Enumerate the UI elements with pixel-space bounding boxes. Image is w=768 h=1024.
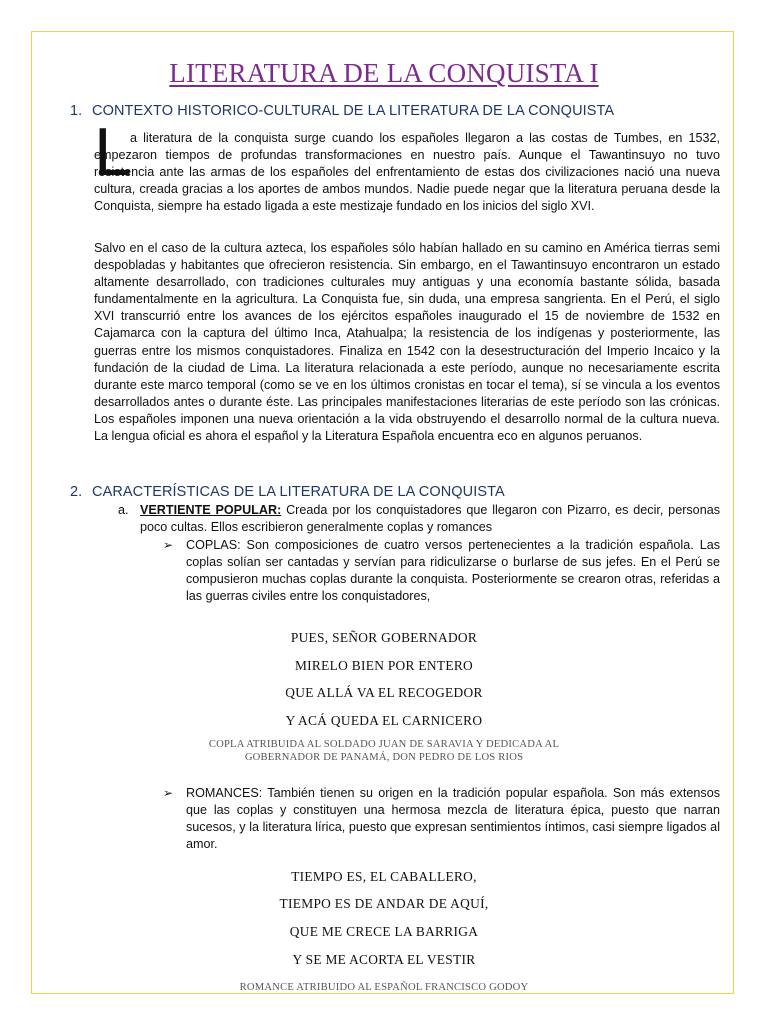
item-a-text: Creada por los conquistadores que llegaron con Pizarro, es decir, personas poco cultas. Ellos escribieron generalmente coplas y romances (140, 503, 720, 535)
bullet-arrow-icon: ➢ (163, 786, 174, 800)
romances-paragraph: ROMANCES: También tienen su origen en la tradición popular española. Son más extensos que las coplas y constituyen una hermosa mezcla de literatura épica, puesto que narran sucesos, y la literatura lírica, puesto que expresan sentimientos íntimos, casi siempre ligados al amor. (186, 786, 720, 852)
section-2-number: 2. (70, 484, 83, 500)
copla-caption-line-1: COPLA ATRIBUIDA AL SOLDADO JUAN DE SARAVIA Y DEDICADA AL (208, 739, 560, 750)
section-1-heading-text: CONTEXTO HISTORICO-CULTURAL DE LA LITERATURA DE LA CONQUISTA (92, 103, 615, 119)
coplas-paragraph: COPLAS: Son composiciones de cuatro versos pertenecientes a la tradición española. Las coplas solían ser cantadas y servían para ridiculizarse o burlarse de sus jefes. En el Perú se compusieron muchas coplas durante la conquista. Posteriormente se crearon otras, referidas a las guerras civiles entre los conquistadores, (186, 538, 720, 604)
romance-verse-4: Y SE ME ACORTA EL VESTIR (292, 952, 476, 967)
item-a-marker: a. (118, 503, 129, 517)
section-1-paragraph-1 (94, 130, 720, 215)
section-2-heading (70, 484, 505, 500)
romance-verse-3: QUE ME CRECE LA BARRIGA (289, 924, 479, 939)
copla-verse-1: PUES, SEÑOR GOBERNADOR (290, 630, 478, 645)
bullet-arrow-icon: ➢ (163, 538, 174, 552)
copla-verse-4: Y ACÁ QUEDA EL CARNICERO (285, 713, 483, 728)
romance-caption: ROMANCE ATRIBUIDO AL ESPAÑOL FRANCISCO GODOY (239, 982, 529, 993)
page-title: LITERATURA DE LA CONQUISTA I (169, 58, 599, 88)
copla-verse-2: MIRELO BIEN POR ENTERO (294, 658, 474, 673)
section-1-paragraph-1-text: a literatura de la conquista surge cuando los españoles llegaron a las costas de Tumbes, en 1532, empezaron tiempos de profundas transformaciones en nuestro país. Aunque el Tawantinsuyo no tuvo resistencia ante las armas de los españoles del enfrentamiento de estas dos civilizaciones nació una nueva cultura, creada gracias a los aportes de ambos mundos. Nadie puede negar que la literatura peruana desde la Conquista, siempre ha estado ligada a este mestizaje fundado en los inicios del siglo XVI. (94, 131, 720, 214)
section-2-heading-text: CARACTERÍSTICAS DE LA LITERATURA DE LA CONQUISTA (92, 484, 505, 500)
section-1-number: 1. (70, 103, 83, 119)
section-1-paragraph-2: Salvo en el caso de la cultura azteca, los españoles sólo habían hallado en su camino en América tierras semi despobladas y habitantes que ofrecieron resistencia. Sin embargo, en el Tawantinsuyo encontraron un estado altamente desarrollado, con tradiciones culturales muy antiguas y una economía bastante sólida, basada fundamentalmente en la agricultura. La Conquista fue, sin duda, una empresa sangrienta. En el Perú, el siglo XVI transcurrió entre los avances de los ejércitos españoles inaugurado el 15 de noviembre de 1532 en Cajamarca con la captura del último Inca, Atahualpa; la resistencia de los indígenas y posteriormente, las guerras entre los mismos conquistadores. Finaliza en 1542 con la desestructuración del Imperio Incaico y la fundación de la ciudad de Lima. La literatura relacionada a este período, aunque no necesariamente escrita durante este marco temporal (como se ve en los últimos cronistas en tocar el tema), sí se vincula a los eventos desarrollados antes o durante éste. Las principales manifestaciones literarias de este período son las crónicas. Los españoles imponen una nueva orientación a la vida obstruyendo el desarrollo normal de la cultura nueva. La lengua oficial es ahora el español y la Literatura Española encuentra eco en algunos peruanos. (94, 241, 720, 444)
romance-verse-2: TIEMPO ES DE ANDAR DE AQUÍ, (279, 896, 489, 911)
copla-caption-line-2: GOBERNADOR DE PANAMÁ, DON PEDRO DE LOS RIOS (244, 752, 524, 763)
romance-verse-1: TIEMPO ES, EL CABALLERO, (291, 869, 477, 884)
section-1-heading (70, 103, 614, 119)
item-a-vertiente-popular (140, 502, 720, 536)
copla-verse-3: QUE ALLÁ VA EL RECOGEDOR (285, 685, 483, 700)
item-a-label: VERTIENTE POPULAR: (140, 503, 282, 517)
drop-cap: L (94, 114, 132, 190)
